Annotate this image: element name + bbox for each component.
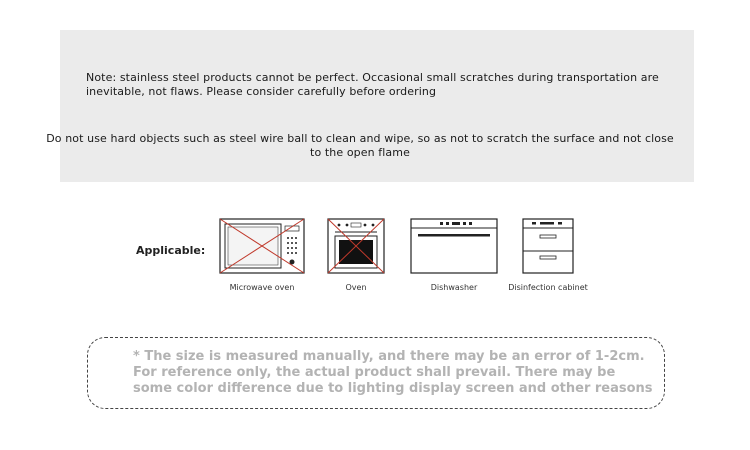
appliance-caption-oven: Oven: [345, 283, 367, 292]
appliance-caption-disinfection-cabinet: Disinfection cabinet: [508, 283, 588, 292]
dishwasher-icon: [410, 218, 498, 274]
appliance-caption-microwave: Microwave oven: [229, 283, 295, 292]
size-disclaimer-text: * The size is measured manually, and there may be an error of 1-2cm. For reference only, the actual product shall prevail. There may be some color difference due to lighting display screen and other reasons: [133, 349, 653, 396]
oven-icon: [327, 218, 385, 274]
cleaning-warning-note: Do not use hard objects such as steel wire ball to clean and wipe, so as not to scratch the surface and not close to the open flame: [46, 132, 674, 159]
appliance-disinfection-cabinet: [500, 218, 596, 292]
appliance-caption-dishwasher: Dishwasher: [430, 283, 478, 292]
microwave-icon: [219, 218, 305, 274]
disinfection-cabinet-icon: [522, 218, 574, 274]
appliance-dishwasher: [404, 218, 504, 292]
applicable-label: Applicable:: [136, 244, 206, 257]
stainless-steel-note: Note: stainless steel products cannot be perfect. Occasional small scratches during transportation are inevitable, not flaws. Please consider carefully before ordering: [86, 71, 659, 98]
appliance-oven: [315, 218, 397, 292]
appliance-microwave: [212, 218, 312, 292]
